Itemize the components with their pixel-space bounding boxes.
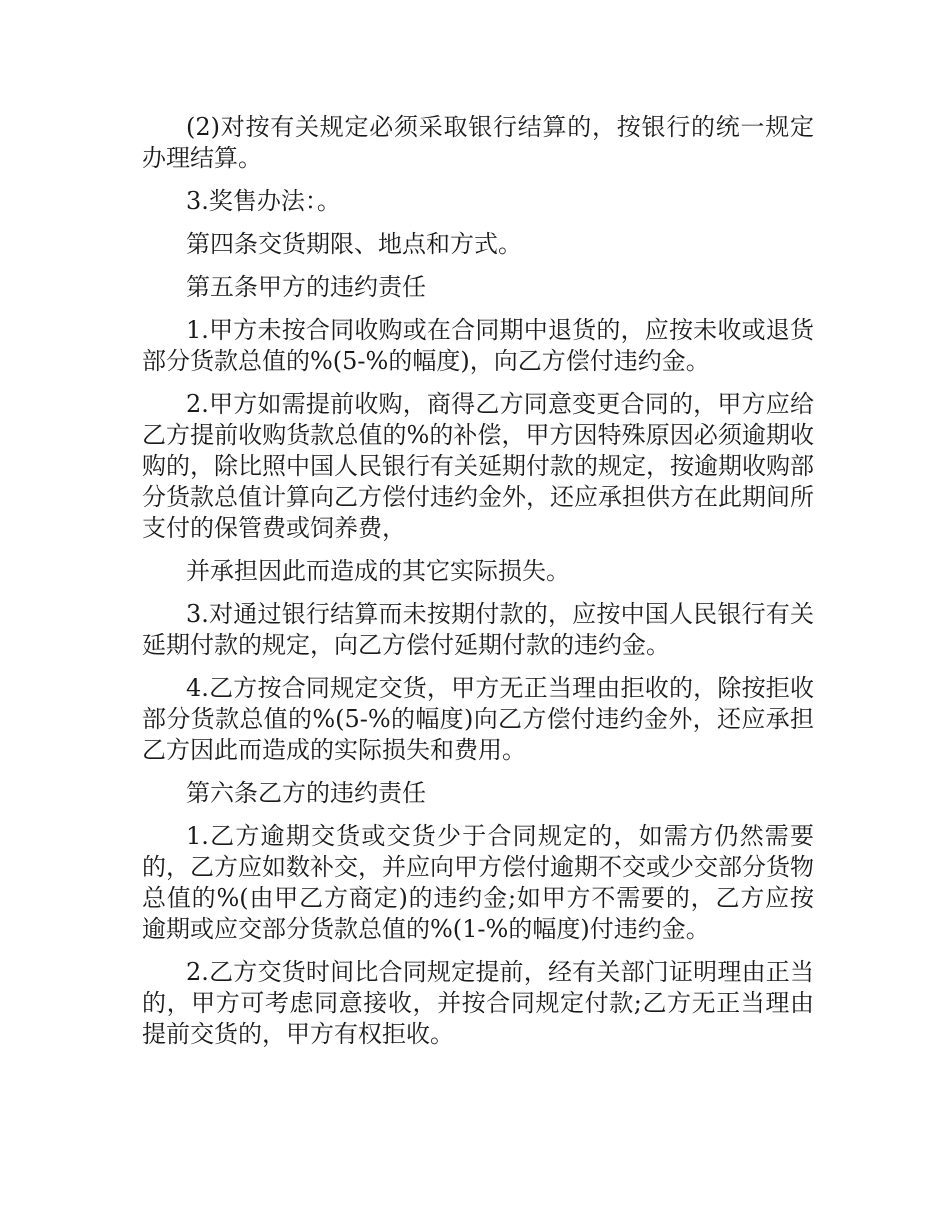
paragraph-a5-clause-2-cont: 并承担因此而造成的其它实际损失。: [186, 557, 570, 585]
heading-article-6: 第六条乙方的违约责任: [186, 779, 426, 807]
heading-article-4: 第四条交货期限、地点和方式。: [186, 230, 522, 258]
paragraph-bank-settlement: (2)对按有关规定必须采取银行结算的，按银行的统一规定办理结算。: [142, 113, 814, 172]
paragraph-a6-clause-1: 1.乙方逾期交货或交货少于合同规定的，如需方仍然需要的，乙方应如数补交，并应向甲方偿付逾期不交或少交部分货物总值的%(由甲乙方商定)的违约金;如甲方不需要的，乙方应按逾期或应交部分货款总值的%(1-%的幅度)付违约金。: [142, 822, 814, 943]
paragraph-a5-clause-2: 2.甲方如需提前收购，商得乙方同意变更合同的，甲方应给乙方提前收购货款总值的%的补偿，甲方因特殊原因必须逾期收购的，除比照中国人民银行有关延期付款的规定，按逾期收购部分货款总值计算向乙方偿付违约金外，还应承担供方在此期间所支付的保管费或饲养费，: [142, 390, 814, 542]
paragraph-sales-incentive: 3.奖售办法：。: [186, 187, 341, 215]
paragraph-a6-clause-2: 2.乙方交货时间比合同规定提前，经有关部门证明理由正当的，甲方可考虑同意接收，并按合同规定付款;乙方无正当理由提前交货的，甲方有权拒收。: [142, 958, 814, 1048]
document-body: [142, 112, 814, 1062]
paragraph-a5-clause-3: 3.对通过银行结算而未按期付款的，应按中国人民银行有关延期付款的规定，向乙方偿付延期付款的违约金。: [142, 600, 814, 659]
paragraph-a5-clause-4: 4.乙方按合同规定交货，甲方无正当理由拒收的，除按拒收部分货款总值的%(5-%的幅度)向乙方偿付违约金外，还应承担乙方因此而造成的实际损失和费用。: [142, 674, 814, 764]
heading-article-5: 第五条甲方的违约责任: [186, 273, 426, 301]
paragraph-a5-clause-1: 1.甲方未按合同收购或在合同期中退货的，应按未收或退货部分货款总值的%(5-%的幅度)，向乙方偿付违约金。: [142, 316, 814, 375]
